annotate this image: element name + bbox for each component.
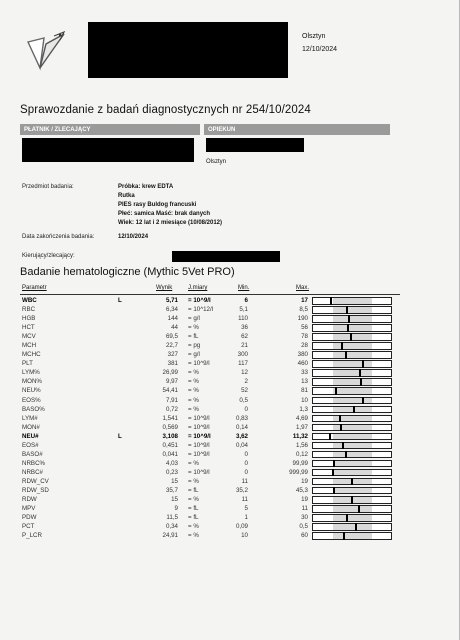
range-gauge xyxy=(312,378,392,386)
param-name: MCV xyxy=(22,333,36,341)
table-row xyxy=(20,341,420,350)
reference-band xyxy=(333,325,372,331)
result: 7,91 xyxy=(165,396,178,404)
range-gauge xyxy=(312,532,392,540)
unit: = 10^9/l xyxy=(188,297,211,304)
max: 190 xyxy=(297,315,308,323)
range-gauge xyxy=(312,523,392,531)
range-gauge xyxy=(312,351,392,359)
range-gauge xyxy=(312,360,392,368)
range-gauge xyxy=(312,469,392,477)
unit: = fL xyxy=(188,333,199,341)
max: 0,12 xyxy=(295,450,308,458)
range-gauge xyxy=(312,514,392,522)
unit: = fL xyxy=(188,514,199,522)
reference-band xyxy=(333,334,372,340)
patient-age: Wiek: 12 lat i 2 miesiące (10/08/2012) xyxy=(118,220,223,226)
param-name: PLT xyxy=(22,360,33,368)
param-name: PCT xyxy=(22,523,35,531)
table-row xyxy=(20,468,420,477)
min: 0 xyxy=(244,468,248,476)
result: 35,7 xyxy=(165,486,178,494)
unit: = % xyxy=(188,369,199,377)
min: 11 xyxy=(241,496,248,504)
max: 19 xyxy=(301,477,308,485)
header-param: Parametr xyxy=(22,285,47,291)
unit: = g/l xyxy=(188,351,200,359)
end-date-label: Data zakończenia badania: xyxy=(22,234,95,240)
range-gauge xyxy=(312,433,392,441)
result: 15 xyxy=(171,496,178,504)
max: 460 xyxy=(297,360,308,368)
max: 0,5 xyxy=(299,523,308,531)
table-row xyxy=(20,377,420,386)
redacted-ordering xyxy=(172,251,280,262)
unit: = 10^9/l xyxy=(188,423,210,431)
unit: = % xyxy=(188,378,199,386)
max: 11 xyxy=(301,505,308,513)
reference-band xyxy=(333,506,372,512)
unit: = 10^9/l xyxy=(188,360,210,368)
reference-band xyxy=(333,533,372,539)
range-gauge xyxy=(312,415,392,423)
result-marker xyxy=(362,360,364,368)
patient-species: PIES rasy Buldog francuski xyxy=(118,202,197,208)
result: 1,541 xyxy=(162,414,178,422)
reference-band xyxy=(333,452,372,458)
min: 52 xyxy=(241,387,248,395)
result-marker xyxy=(351,496,353,504)
result-marker xyxy=(359,369,361,377)
table-row xyxy=(20,531,420,540)
max: 33 xyxy=(301,369,308,377)
reference-band xyxy=(333,316,372,322)
param-name: NEU# xyxy=(22,432,39,440)
min: 117 xyxy=(238,360,248,368)
bird-logo-icon xyxy=(24,28,70,74)
param-name: NEU% xyxy=(22,387,41,395)
table-row xyxy=(20,477,420,486)
result-marker xyxy=(355,523,357,531)
header-date: 12/10/2024 xyxy=(302,46,338,53)
header-unit: J.miary xyxy=(188,285,208,291)
result: 44 xyxy=(171,324,178,332)
range-gauge xyxy=(312,478,392,486)
result-marker xyxy=(335,387,337,395)
min: 0 xyxy=(244,459,248,467)
reference-band xyxy=(333,425,372,431)
result: 69,5 xyxy=(165,333,178,341)
param-name: NRBC% xyxy=(22,459,46,467)
range-gauge xyxy=(312,333,392,341)
max: 99,99 xyxy=(292,459,308,467)
unit: = % xyxy=(188,477,199,485)
max: 60 xyxy=(301,532,308,540)
guardian-city: Olsztyn xyxy=(206,159,227,165)
table-row xyxy=(20,450,420,459)
result: 0,72 xyxy=(165,405,178,413)
reference-band xyxy=(333,352,372,358)
result-marker xyxy=(362,397,364,405)
result: 6,34 xyxy=(165,306,178,314)
range-gauge xyxy=(312,342,392,350)
range-gauge xyxy=(312,397,392,405)
param-name: LYM# xyxy=(22,414,38,422)
result-marker xyxy=(348,315,350,323)
table-row xyxy=(20,386,420,395)
result: 0,041 xyxy=(162,450,178,458)
reference-band xyxy=(333,470,372,476)
min: 11 xyxy=(241,477,248,485)
table-row xyxy=(20,359,420,368)
reference-band xyxy=(333,388,372,394)
guardian-bar xyxy=(204,124,390,135)
max: 45,3 xyxy=(295,486,308,494)
result: 9,97 xyxy=(165,378,178,386)
result-marker xyxy=(342,442,344,450)
unit: = pg xyxy=(188,342,201,350)
ordering-label: Kierujący/zlecający: xyxy=(22,253,75,259)
result: 0,34 xyxy=(165,523,178,531)
min: 0,5 xyxy=(239,396,248,404)
min: 300 xyxy=(237,351,248,359)
min: 2 xyxy=(244,378,248,386)
result-marker xyxy=(343,532,345,540)
range-gauge xyxy=(312,315,392,323)
reference-band xyxy=(333,343,372,349)
param-name: MCH xyxy=(22,342,37,350)
table-row xyxy=(20,323,420,332)
param-name: BASO% xyxy=(22,405,45,413)
result: 327 xyxy=(167,351,178,359)
redacted-payer xyxy=(22,138,194,162)
param-name: EOS# xyxy=(22,441,39,449)
min: 21 xyxy=(241,342,248,350)
unit: = 10^9/l xyxy=(188,414,210,422)
table-row xyxy=(20,368,420,377)
result: 26,99 xyxy=(162,369,178,377)
result-marker xyxy=(329,433,331,441)
table-row xyxy=(20,350,420,359)
max: 30 xyxy=(301,514,308,522)
param-name: P_LCR xyxy=(22,532,42,540)
unit: = fL xyxy=(188,486,199,494)
result: 3,108 xyxy=(162,432,178,440)
section-title: Badanie hematologiczne (Mythic 5Vet PRO) xyxy=(20,266,235,278)
result-marker xyxy=(330,297,332,305)
reference-band xyxy=(333,370,372,376)
reference-band xyxy=(333,461,372,467)
min: 0,09 xyxy=(235,523,248,531)
header-result: Wynik xyxy=(156,285,173,291)
range-gauge xyxy=(312,387,392,395)
table-row xyxy=(20,504,420,513)
table-row xyxy=(20,314,420,323)
report-title: Sprawozdanie z badań diagnostycznych nr 254/10/2024 xyxy=(20,104,311,116)
result: 144 xyxy=(167,315,178,323)
range-gauge xyxy=(312,460,392,468)
min: 12 xyxy=(241,369,248,377)
header-divider xyxy=(20,294,400,295)
param-name: BASO# xyxy=(22,450,43,458)
param-name: RDW_CV xyxy=(22,477,49,485)
table-row xyxy=(20,396,420,405)
reference-band xyxy=(333,443,372,449)
result-marker xyxy=(340,424,342,432)
table-row xyxy=(20,305,420,314)
max: 81 xyxy=(301,387,308,395)
reference-band xyxy=(333,298,372,304)
unit: = % xyxy=(188,387,199,395)
range-gauge xyxy=(312,324,392,332)
unit: = 10^9/l xyxy=(188,450,210,458)
max: 1,97 xyxy=(295,423,308,431)
result-marker xyxy=(333,487,335,495)
min: 1 xyxy=(244,514,248,522)
param-name: NRBC# xyxy=(22,468,43,476)
flag: L xyxy=(118,297,122,304)
result-marker xyxy=(333,460,335,468)
reference-band xyxy=(333,361,372,367)
result: 0,569 xyxy=(162,423,178,431)
table-row xyxy=(20,423,420,432)
result-marker xyxy=(347,324,349,332)
max: 13 xyxy=(301,378,308,386)
unit: = 10^9/l xyxy=(188,441,210,449)
range-gauge xyxy=(312,496,392,504)
result: 0,23 xyxy=(165,468,178,476)
result: 22,7 xyxy=(165,342,178,350)
param-name: RDW_SD xyxy=(22,486,49,494)
table-row xyxy=(20,296,420,305)
result-marker xyxy=(351,478,353,486)
results-table xyxy=(20,296,420,540)
range-gauge xyxy=(312,487,392,495)
table-row xyxy=(20,441,420,450)
reference-band xyxy=(333,307,372,313)
max: 999,99 xyxy=(289,468,308,476)
header-city: Olsztyn xyxy=(302,33,326,40)
param-name: EOS% xyxy=(22,396,41,404)
sample-type: Próbka: krew EDTA xyxy=(118,184,174,190)
payer-bar xyxy=(20,124,200,135)
result: 5,71 xyxy=(165,297,178,304)
result-marker xyxy=(345,351,347,359)
table-row xyxy=(20,414,420,423)
result: 24,91 xyxy=(162,532,178,540)
param-name: LYM% xyxy=(22,369,40,377)
unit: = % xyxy=(188,532,199,540)
param-name: RBC xyxy=(22,306,36,314)
unit: = fL xyxy=(188,505,199,513)
result-marker xyxy=(339,415,341,423)
min: 3,62 xyxy=(235,432,248,440)
range-gauge xyxy=(312,424,392,432)
result-marker xyxy=(360,378,362,386)
min: 5 xyxy=(244,505,248,513)
unit: = g/l xyxy=(188,315,200,323)
result-marker xyxy=(332,469,334,477)
min: 0 xyxy=(244,450,248,458)
result: 9 xyxy=(174,505,178,513)
max: 78 xyxy=(301,333,308,341)
result-marker xyxy=(341,342,343,350)
max: 4,69 xyxy=(295,414,308,422)
table-row xyxy=(20,405,420,414)
min: 10 xyxy=(241,532,248,540)
range-gauge xyxy=(312,442,392,450)
param-name: PDW xyxy=(22,514,37,522)
end-date: 12/10/2024 xyxy=(118,234,149,240)
min: 0,14 xyxy=(235,423,248,431)
unit: = % xyxy=(188,396,199,404)
table-row xyxy=(20,513,420,522)
result: 4,03 xyxy=(165,459,178,467)
result: 15 xyxy=(171,477,178,485)
max: 56 xyxy=(301,324,308,332)
min: 36 xyxy=(241,324,248,332)
min: 110 xyxy=(238,315,248,323)
table-row xyxy=(20,495,420,504)
unit: = 10^9/l xyxy=(188,468,210,476)
table-row xyxy=(20,522,420,531)
unit: = % xyxy=(188,405,199,413)
redacted-guardian xyxy=(206,138,304,152)
subject-label: Przedmiot badania: xyxy=(22,184,74,190)
range-gauge xyxy=(312,297,392,305)
min: 0 xyxy=(244,405,248,413)
reference-band xyxy=(333,398,372,404)
result: 54,41 xyxy=(162,387,178,395)
range-gauge xyxy=(312,369,392,377)
header-max: Max. xyxy=(296,285,310,291)
max: 8,5 xyxy=(299,306,308,314)
header-min: Min. xyxy=(238,285,250,291)
table-row xyxy=(20,459,420,468)
result: 0,451 xyxy=(162,441,178,449)
result-marker xyxy=(346,306,348,314)
table-row xyxy=(20,486,420,495)
reference-band xyxy=(333,379,372,385)
result: 381 xyxy=(167,360,178,368)
max: 380 xyxy=(297,351,308,359)
table-row xyxy=(20,332,420,341)
range-gauge xyxy=(312,451,392,459)
reference-band xyxy=(333,434,372,440)
min: 6 xyxy=(244,297,248,304)
result-marker xyxy=(353,406,355,414)
param-name: MCHC xyxy=(22,351,41,359)
payer-bar-label: PŁATNIK / ZLECAJĄCY xyxy=(24,127,91,133)
redacted-lab-address xyxy=(88,22,288,78)
param-name: MON% xyxy=(22,378,42,386)
range-gauge xyxy=(312,505,392,513)
param-name: RDW xyxy=(22,496,37,504)
range-gauge xyxy=(312,406,392,414)
unit: = % xyxy=(188,523,199,531)
min: 5,1 xyxy=(239,306,248,314)
max: 1,3 xyxy=(299,405,308,413)
unit: = % xyxy=(188,459,199,467)
max: 28 xyxy=(301,342,308,350)
max: 17 xyxy=(301,297,308,304)
min: 35,2 xyxy=(235,486,248,494)
result-marker xyxy=(350,333,352,341)
patient-sex: Płeć: samica Maść: brak danych xyxy=(118,211,211,217)
param-name: WBC xyxy=(22,297,37,304)
patient-name: Rutka xyxy=(118,193,135,199)
unit: = 10^9/l xyxy=(188,432,211,440)
reference-band xyxy=(333,524,372,530)
param-name: MPV xyxy=(22,505,36,513)
reference-band xyxy=(333,515,372,521)
unit: = % xyxy=(188,496,199,504)
min: 62 xyxy=(241,333,248,341)
min: 0,04 xyxy=(235,441,248,449)
param-name: MON# xyxy=(22,423,40,431)
param-name: HGB xyxy=(22,315,36,323)
param-name: HCT xyxy=(22,324,35,332)
max: 10 xyxy=(301,396,308,404)
unit: = 10^12/l xyxy=(188,306,214,314)
max: 1,56 xyxy=(295,441,308,449)
range-gauge xyxy=(312,306,392,314)
result-marker xyxy=(345,451,347,459)
flag: L xyxy=(118,432,122,440)
guardian-bar-label: OPIEKUN xyxy=(208,127,236,133)
result-marker xyxy=(346,514,348,522)
max: 19 xyxy=(301,496,308,504)
table-row xyxy=(20,432,420,441)
result-marker xyxy=(358,505,360,513)
reference-band xyxy=(333,488,372,494)
result: 11,5 xyxy=(166,514,178,522)
unit: = % xyxy=(188,324,199,332)
min: 0,83 xyxy=(235,414,248,422)
max: 11,32 xyxy=(292,432,308,440)
